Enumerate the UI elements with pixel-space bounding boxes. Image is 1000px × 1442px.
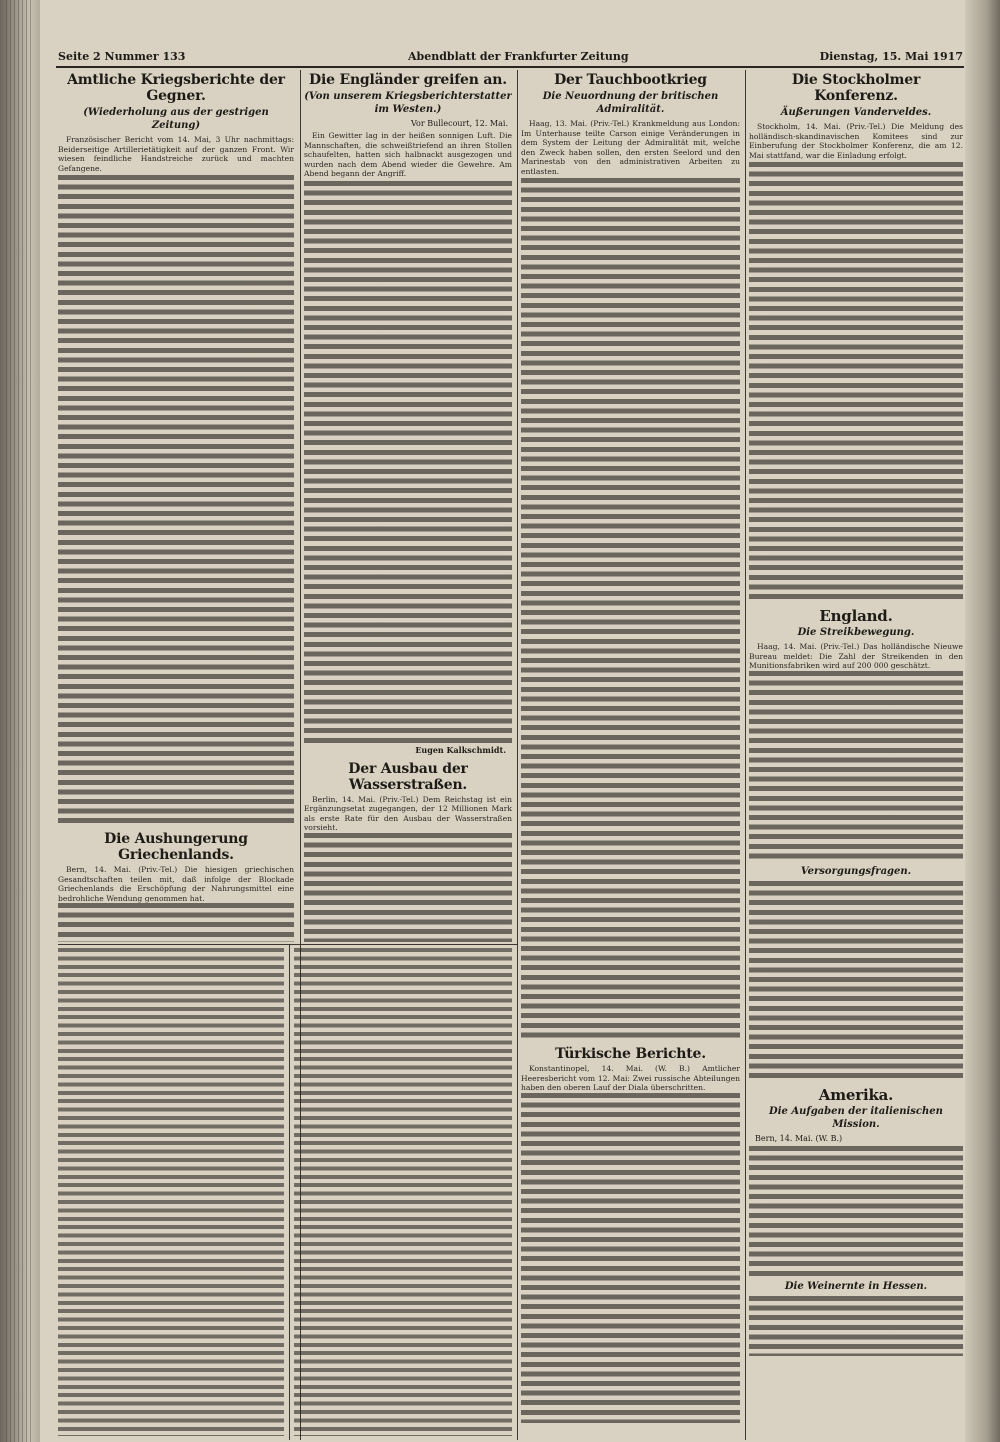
article-body-text <box>749 1296 963 1356</box>
article-text: Krankmeldung aus London: Im Unterhause teilte Carson einige Veränderungen in dem System der Leitung der Admiralität mit, welche den Zweck haben sollen, den ersten Seelord und den Marinestab von den administrativen Arbeiten zu entlasten. <box>521 119 740 176</box>
article-body-text <box>749 671 963 861</box>
column-rule <box>289 944 290 1440</box>
article-body-text <box>521 178 740 1038</box>
article-subhead: Die Streikbewegung. <box>797 627 915 639</box>
newspaper-title: Abendblatt der Frankfurter Zeitung <box>408 50 629 63</box>
dateline: Konstantinopel, 14. Mai. (W. B.) <box>529 1064 690 1074</box>
article-body-text <box>58 175 294 825</box>
column-rule <box>745 70 746 1440</box>
article-text: Ein Gewitter lag in der heißen sonnigen Luft. Die Mannschaften, die schweißtriefend an ihren Stollen schaufelten, hatten sich halbnackt ausgezogen und wurden nach dem Abend wieder die Gewehre. Am Abend begann der Angriff. <box>304 131 512 179</box>
article-body-text <box>304 181 512 743</box>
masthead-rule <box>56 66 964 68</box>
article-dateline <box>58 865 294 903</box>
page-number: Seite 2 Nummer 133 <box>58 50 186 63</box>
article-body-text <box>749 881 963 1081</box>
article-headline: Die Engländer greifen an. <box>309 72 507 88</box>
article-text: Die Meldung des holländisch-skandinavischen Komitees sind zur Einberufung der Stockholmer Konferenz, die am 12. Mai stattfand, war die Einladung erfolgt. <box>749 122 963 160</box>
article-headline: Die Weinernte in Hessen. <box>784 1280 928 1292</box>
article-text: Französischer Bericht vom 14. Mai, 3 Uhr nachmittags: Beiderseitige Artillerietätigkeit auf der ganzen Front. Wir wiesen feindliche Handstreiche zurück und machten Gefangene. <box>58 135 294 173</box>
column-3 <box>521 70 740 1440</box>
feuilleton-rule <box>58 944 517 945</box>
spine-texture <box>6 0 34 1442</box>
article-headline: Amerika. <box>818 1085 894 1104</box>
column-rule <box>517 70 518 1440</box>
dateline: Bern, 14. Mai. (W. B.) <box>755 1133 843 1143</box>
column-2 <box>304 70 512 942</box>
article-dateline <box>749 122 963 160</box>
article-headline: Versorgungsfragen. <box>800 865 912 877</box>
dateline: Berlin, 14. Mai. (Priv.-Tel.) <box>312 794 419 804</box>
dateline: Haag, 13. Mai. (Priv.-Tel.) <box>529 119 630 128</box>
article-headline: Die Stockholmer Konferenz. <box>791 72 921 104</box>
article-dateline <box>521 1064 740 1093</box>
author-signature: Eugen Kalkschmidt. <box>415 744 506 755</box>
article-text: Dem Reichstag ist ein Ergänzungsetat zugegangen, der 12 Millionen Mark als erste Rate für den Ausbau der Wasserstraßen vorsieht. <box>304 794 512 833</box>
article-body-text <box>304 833 512 942</box>
article-headline: Der Tauchbootkrieg <box>554 72 707 88</box>
feuilleton-text-right <box>294 948 512 1436</box>
article-subhead: Die Aufgaben der italienischen Mission. <box>769 1105 943 1130</box>
dateline: Stockholm, 14. Mai. (Priv.-Tel.) <box>757 122 886 131</box>
article-headline: Amtliche Kriegsberichte der Gegner. <box>67 72 285 104</box>
article-body-text <box>749 162 963 602</box>
article-text: Amtlicher Heeresbericht vom 12. Mai: Zwei russische Abteilungen haben den oberen Lauf der Diala überschritten. <box>521 1064 740 1093</box>
article-dateline <box>304 795 512 833</box>
article-headline: Der Ausbau der Wasserstraßen. <box>348 760 468 793</box>
column-1 <box>58 70 294 942</box>
article-text: Die hiesigen griechischen Gesandtschaften teilen mit, daß infolge der Blockade Griechenlands die Erschöpfung der Nahrungsmittel eine bedrohliche Wendung genommen hat. <box>58 865 294 903</box>
feuilleton-text-left <box>58 948 284 1436</box>
article-subhead: (Von unserem Kriegsberichterstatter im Westen.) <box>304 91 512 115</box>
dateline: Bern, 14. Mai. (Priv.-Tel.) <box>66 865 178 875</box>
article-subhead: (Wiederholung aus der gestrigen Zeitung) <box>83 107 269 131</box>
article-dateline <box>749 642 963 671</box>
page-edge <box>965 0 1000 1442</box>
book-spine <box>0 0 40 1442</box>
article-subhead: Äußerungen Vanderveldes. <box>780 107 932 118</box>
issue-date: Dienstag, 15. Mai 1917 <box>819 50 963 63</box>
dateline: Haag, 14. Mai. (Priv.-Tel.) <box>757 642 860 652</box>
article-dateline <box>521 119 740 176</box>
column-4 <box>749 70 963 1440</box>
article-text: Das holländische Nieuwe Bureau meldet: Die Zahl der Streikenden in den Munitionsfabriken wird auf 200 000 geschätzt. <box>749 642 963 671</box>
article-headline: Türkische Berichte. <box>555 1046 706 1063</box>
article-subhead: Die Neuordnung der britischen Admiralität. <box>542 91 719 115</box>
article-headline: England. <box>819 607 893 626</box>
article-body-text <box>521 1093 740 1423</box>
article-body-text <box>58 903 294 942</box>
article-body-text <box>749 1146 963 1276</box>
dateline: Vor Bullecourt, 12. Mai. <box>410 119 508 128</box>
article-headline: Die Aushungerung Griechenlands. <box>104 831 248 864</box>
